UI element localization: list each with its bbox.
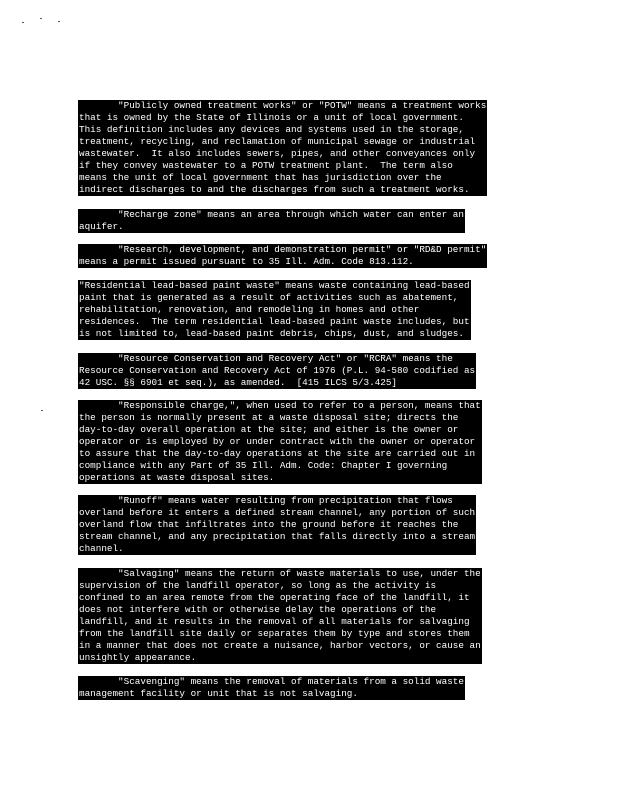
definition-line: "Resource Conservation and Recovery Act" or "RCRA" means the <box>79 353 453 364</box>
definition-line: indirect discharges to and the discharges from such a treatment works. <box>79 184 470 195</box>
definition-line: the person is normally present at a waste disposal site; directs the <box>79 412 459 423</box>
definition-line: treatment, recycling, and reclamation of municipal sewage or industrial <box>79 136 476 147</box>
definition-line: operator or is employed by or under contract with the owner or operator <box>79 436 476 447</box>
definition-line: wastewater. It also includes sewers, pipes, and other conveyances only <box>79 148 476 159</box>
definition-line: 42 USC. §§ 6901 et seq.), as amended. [415 ILCS 5/3.425] <box>79 377 398 388</box>
definition-line: overland flow that infiltrates into the ground before it reaches the <box>79 519 459 530</box>
definition-runoff <box>78 495 476 555</box>
definition-line: means a permit issued pursuant to 35 Ill. Adm. Code 813.112. <box>79 256 414 267</box>
definition-line: "Publicly owned treatment works" or "POTW" means a treatment works <box>79 100 487 111</box>
definition-line: compliance with any Part of 35 Ill. Adm. Code: Chapter I governing <box>79 460 448 471</box>
definition-line: aquifer. <box>79 221 124 232</box>
definition-salvaging <box>78 568 482 664</box>
definition-line: operations at waste disposal sites. <box>79 472 275 483</box>
definition-line: confined to an area remote from the operating face of the landfill, it <box>79 592 470 603</box>
definition-line: to assure that the day-to-day operations at the site are carried out in <box>79 448 476 459</box>
definition-line: means the unit of local government that has jurisdiction over the <box>79 172 442 183</box>
definition-line: "Runoff" means water resulting from precipitation that flows <box>79 495 453 506</box>
definition-rcra <box>78 353 476 389</box>
definition-line: from the landfill site daily or separates them by type and stores them <box>79 628 470 639</box>
definition-responsible-charge <box>78 400 482 484</box>
definition-line: if they convey wastewater to a POTW treatment plant. The term also <box>79 160 453 171</box>
definition-line: "Residential lead-based paint waste" means waste containing lead-based <box>79 280 470 291</box>
definition-line: stream channel, and any precipitation that falls directly into a stream <box>79 531 476 542</box>
definition-line: "Scavenging" means the removal of materials from a solid waste <box>79 676 464 687</box>
definition-line: "Salvaging" means the return of waste materials to use, under the <box>79 568 481 579</box>
scan-speck <box>22 22 24 23</box>
definition-residential-lead-paint-waste <box>78 280 471 340</box>
definition-line: does not interfere with or otherwise delay the operations of the <box>79 604 437 615</box>
scan-speck <box>40 18 42 19</box>
definition-line: overland before it enters a defined stream channel, any portion of such <box>79 507 476 518</box>
definition-line: management facility or unit that is not salvaging. <box>79 688 358 699</box>
definition-rdd-permit <box>78 244 487 268</box>
definition-line: day-to-day overall operation at the site; and either is the owner or <box>79 424 459 435</box>
definition-line: supervision of the landfill operator, so long as the activity is <box>79 580 437 591</box>
definition-scavenging <box>78 676 465 700</box>
definition-line: residences. The term residential lead-based paint waste includes, but <box>79 316 470 327</box>
definition-line: This definition includes any devices and systems used in the storage, <box>79 124 464 135</box>
scan-speck <box>41 410 43 411</box>
definition-line: "Recharge zone" means an area through which water can enter an <box>79 209 464 220</box>
definition-line: unsightly appearance. <box>79 652 197 663</box>
definition-line: in a manner that does not create a nuisance, harbor vectors, or cause an <box>79 640 481 651</box>
definition-potw <box>78 100 487 196</box>
definition-line: rehabilitation, renovation, and remodeling in homes and other <box>79 304 420 315</box>
definition-line: channel. <box>79 543 124 554</box>
scan-speck <box>58 21 60 22</box>
definition-line: that is owned by the State of Illinois or a unit of local government. <box>79 112 464 123</box>
definition-line: "Responsible charge,", when used to refer to a person, means that <box>79 400 481 411</box>
definition-line: landfill, and it results in the removal of all materials for salvaging <box>79 616 470 627</box>
definition-line: paint that is generated as a result of activities such as abatement, <box>79 292 459 303</box>
definition-line: is not limited to, lead-based paint debris, chips, dust, and sludges. <box>79 328 464 339</box>
definition-recharge-zone <box>78 209 465 233</box>
definition-line: Resource Conservation and Recovery Act of 1976 (P.L. 94-580 codified as <box>79 365 476 376</box>
definition-line: "Research, development, and demonstration permit" or "RD&D permit" <box>79 244 487 255</box>
